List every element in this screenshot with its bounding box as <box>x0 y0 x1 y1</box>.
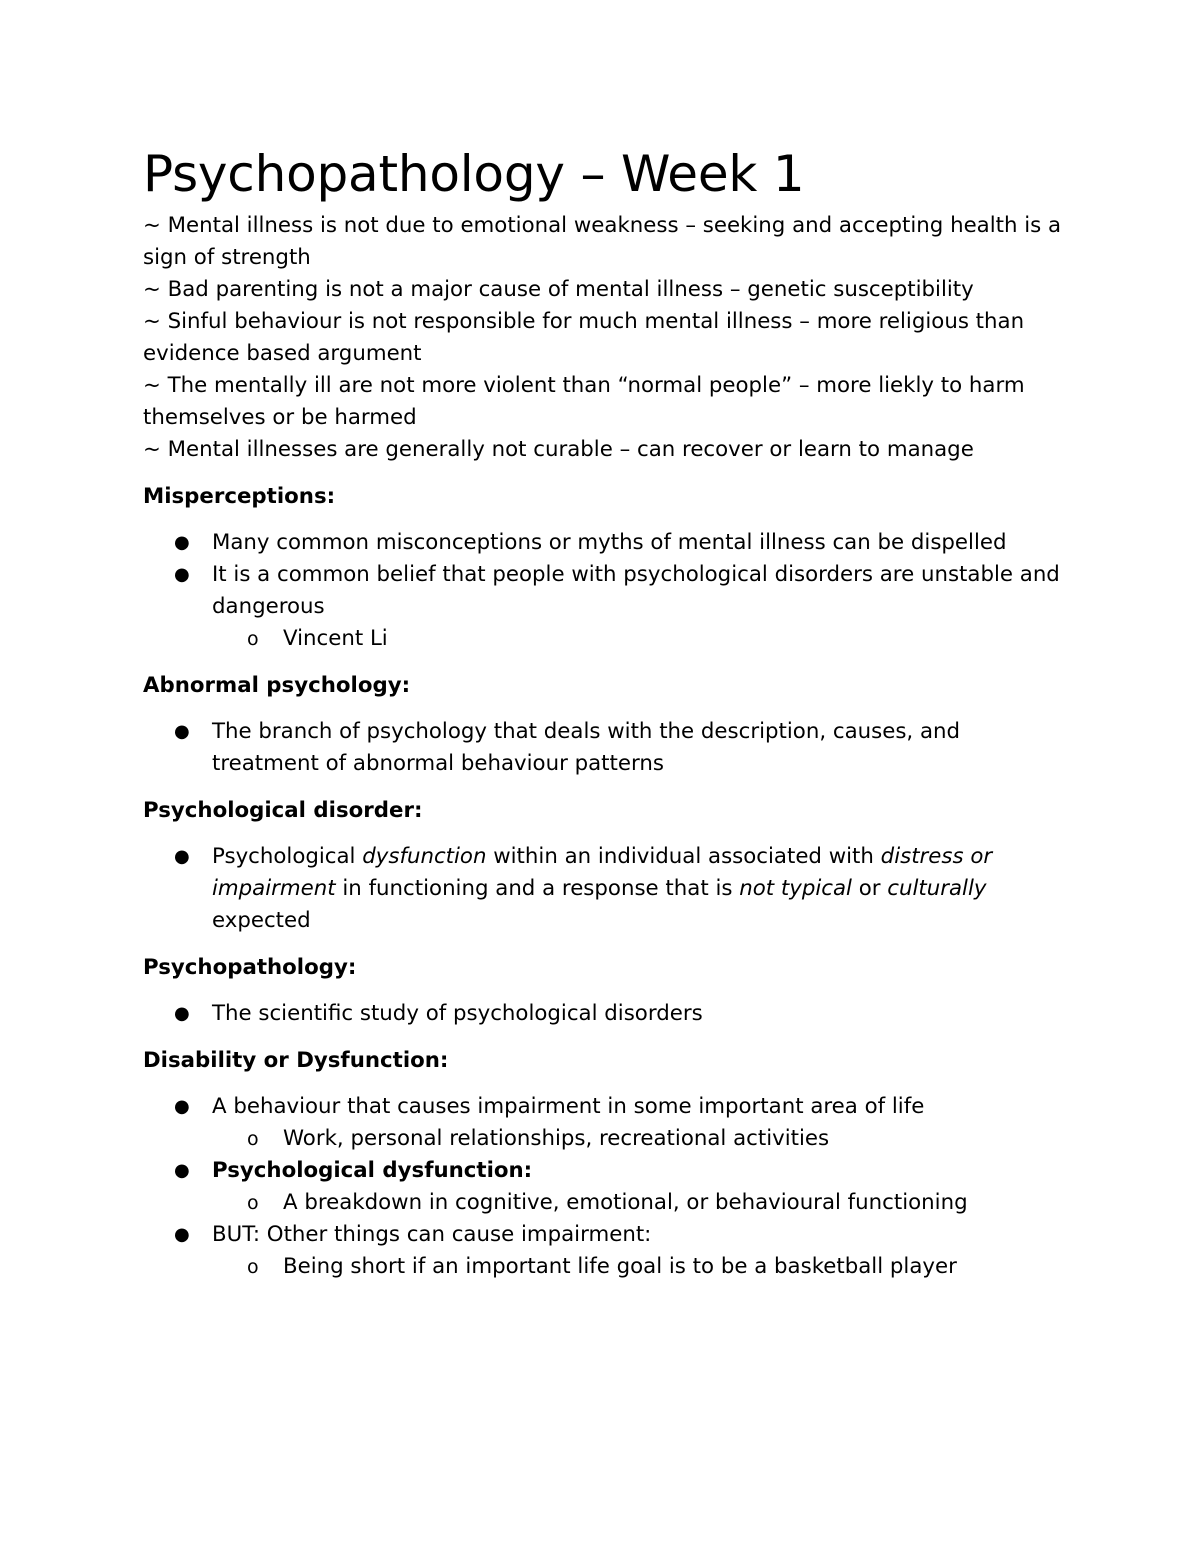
bullet-icon: ● <box>174 564 190 585</box>
psychopathology-list <box>143 998 1073 1030</box>
psychological-disorder-list <box>143 841 1073 937</box>
sub-list-item-text: Vincent Li <box>283 626 388 651</box>
hollow-bullet-icon: o <box>247 1192 259 1214</box>
list-item <box>143 559 1073 655</box>
disability-heading: Disability or Dysfunction: <box>143 1048 449 1073</box>
bullet-icon: ● <box>174 1003 190 1024</box>
bullet-icon: ● <box>174 721 190 742</box>
list-item-text: Many common misconceptions or myths of mental illness can be dispelled <box>212 530 1007 555</box>
document-title: Psychopathology – Week 1 <box>143 145 805 203</box>
intro-line: ~ Bad parenting is not a major cause of mental illness – genetic susceptibility <box>143 277 974 302</box>
bullet-icon: ● <box>174 532 190 553</box>
list-item-text: Psychological dysfunction: <box>212 1158 533 1183</box>
definition-text: expected <box>212 908 311 933</box>
list-item <box>143 1219 1073 1283</box>
sub-list-item <box>143 1187 1073 1219</box>
sub-list <box>212 1123 1073 1155</box>
sub-list-item <box>143 1251 1073 1283</box>
list-item-text: The branch of psychology that deals with the description, causes, and treatment of abnormal behaviour patterns <box>212 719 961 776</box>
definition-text: within an individual associated with <box>493 844 881 869</box>
disability-list <box>143 1091 1073 1283</box>
sub-list <box>212 1251 1073 1283</box>
list-item-text: A behaviour that causes impairment in some important area of life <box>212 1094 925 1119</box>
sub-list-item <box>143 623 1073 655</box>
sub-list-item-text: A breakdown in cognitive, emotional, or behavioural functioning <box>283 1190 968 1215</box>
bullet-icon: ● <box>174 846 190 867</box>
list-item-text: The scientific study of psychological disorders <box>212 1001 703 1026</box>
emphasis-dysfunction: dysfunction <box>362 844 494 869</box>
hollow-bullet-icon: o <box>247 1128 259 1150</box>
list-item-text: BUT: Other things can cause impairment: <box>212 1222 652 1247</box>
list-item-text: It is a common belief that people with psychological disorders are unstable and dangerous <box>212 562 1060 619</box>
list-item <box>143 1155 1073 1219</box>
definition-text: in functioning and a response that is <box>335 876 740 901</box>
intro-line: ~ Mental illness is not due to emotional weakness – seeking and accepting health is a sign of strength <box>143 213 1062 270</box>
emphasis-distress: distress or impairment <box>212 844 993 901</box>
list-item <box>143 527 1073 559</box>
emphasis-not-typical: not typical <box>739 876 852 901</box>
sub-list-item-text: Being short if an important life goal is to be a basketball player <box>283 1254 957 1279</box>
hollow-bullet-icon: o <box>247 628 259 650</box>
list-item <box>143 998 1073 1030</box>
sub-list <box>212 623 1073 655</box>
definition-text: or <box>851 876 888 901</box>
misperceptions-list <box>143 527 1073 655</box>
list-item <box>143 841 1073 937</box>
hollow-bullet-icon: o <box>247 1256 259 1278</box>
bullet-icon: ● <box>174 1160 190 1181</box>
intro-line: ~ Mental illnesses are generally not curable – can recover or learn to manage <box>143 437 974 462</box>
abnormal-psychology-list <box>143 716 1073 780</box>
emphasis-culturally: culturally <box>887 876 987 901</box>
intro-notes <box>143 210 1073 466</box>
definition-text: Psychological <box>212 844 363 869</box>
psychological-disorder-heading: Psychological disorder: <box>143 798 423 823</box>
list-item <box>143 1091 1073 1155</box>
bullet-icon: ● <box>174 1096 190 1117</box>
sub-list <box>212 1187 1073 1219</box>
document-page <box>143 138 1073 1283</box>
intro-line: ~ Sinful behaviour is not responsible for much mental illness – more religious than evidence based argument <box>143 309 1025 366</box>
sub-list-item <box>143 1123 1073 1155</box>
bullet-icon: ● <box>174 1224 190 1245</box>
intro-line: ~ The mentally ill are not more violent than “normal people” – more liekly to harm themselves or be harmed <box>143 373 1025 430</box>
abnormal-psychology-heading: Abnormal psychology: <box>143 673 411 698</box>
misperceptions-heading: Misperceptions: <box>143 484 336 509</box>
list-item <box>143 716 1073 780</box>
sub-list-item-text: Work, personal relationships, recreational activities <box>283 1126 830 1151</box>
psychopathology-heading: Psychopathology: <box>143 955 357 980</box>
